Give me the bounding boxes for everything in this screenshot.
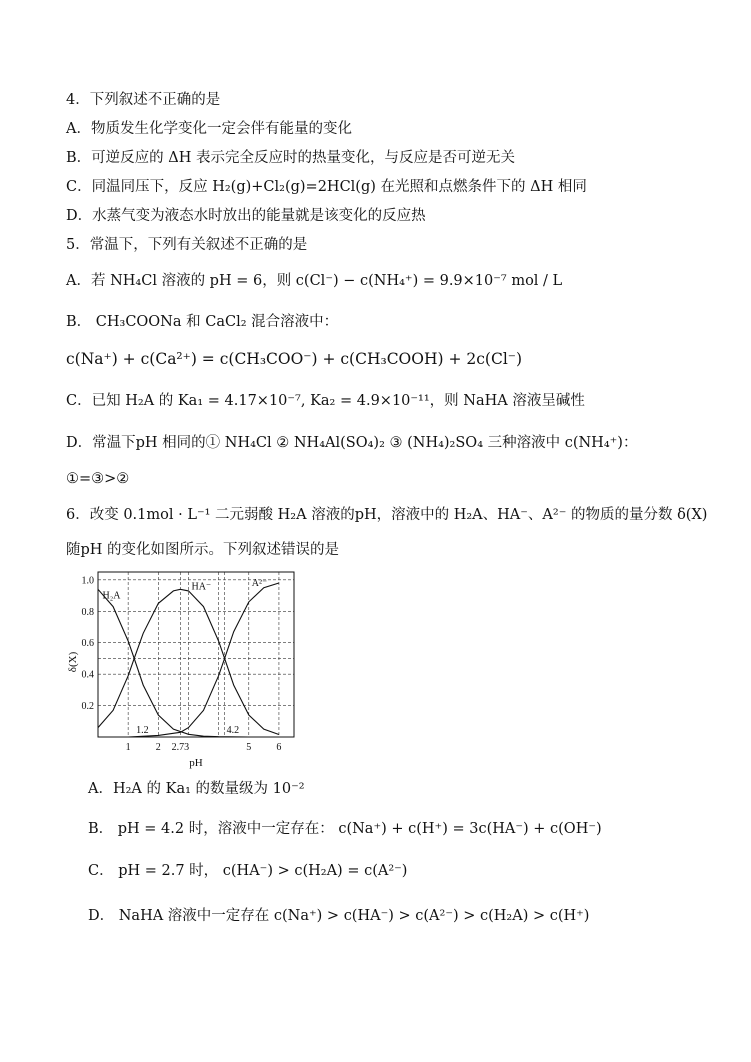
x-axis-label: pH: [189, 757, 203, 769]
y-tick-labels: [82, 575, 95, 712]
annotation-label: 1.2: [136, 725, 149, 736]
q4-stem: 4．下列叙述不正确的是: [66, 92, 221, 108]
y-tick-label: 1.0: [81, 575, 94, 587]
y-tick-label: 0.2: [81, 701, 94, 713]
q5-option-c: C．已知 H₂A 的 Ka₁ = 4.17×10⁻⁷, Ka₂ = 4.9×10⁻¹¹，则 NaHA 溶液呈碱性: [66, 393, 585, 409]
q6-option-c: C． pH = 2.7 时， c(HA⁻) > c(H₂A) = c(A²⁻): [88, 863, 408, 879]
q4-option-d: D．水蒸气变为液态水时放出的能量就是该变化的反应热: [66, 208, 426, 224]
series-label: A²⁻: [251, 578, 268, 590]
q6-option-a: A．H₂A 的 Ka₁ 的数量级为 10⁻²: [88, 781, 305, 797]
x-tick-label: 6: [276, 742, 282, 753]
q6-option-b: B． pH = 4.2 时，溶液中一定存在： c(Na⁺) + c(H⁺) = 3c(HA⁻) + c(OH⁻): [88, 821, 602, 837]
series-label: H₂A: [102, 590, 121, 602]
distribution-chart: [66, 570, 316, 770]
chart-grid: [98, 572, 294, 737]
q6-stem: 6．改变 0.1mol · L⁻¹ 二元弱酸 H₂A 溶液的pH，溶液中的 H₂A、HA⁻、A²⁻ 的物质的量分数 δ(X): [66, 507, 708, 523]
x-tick-label: 5: [246, 742, 252, 753]
q5-option-a: A．若 NH₄Cl 溶液的 pH = 6，则 c(Cl⁻) − c(NH₄⁺) = 9.9×10⁻⁷ mol / L: [66, 273, 563, 289]
y-axis-label: δ(X): [67, 651, 79, 673]
q6-option-d: D． NaHA 溶液中一定存在 c(Na⁺) > c(HA⁻) > c(A²⁻) > c(H₂A) > c(H⁺): [88, 908, 590, 924]
y-tick-label: 0.6: [81, 638, 94, 650]
q5-option-b-equation: c(Na⁺) + c(Ca²⁺) = c(CH₃COO⁻) + c(CH₃COOH) + 2c(Cl⁻): [66, 350, 523, 368]
x-tick-label: 1: [125, 742, 131, 753]
x-tick-labels: [126, 742, 282, 753]
q5-stem: 5．常温下，下列有关叙述不正确的是: [66, 237, 308, 253]
q4-option-a: A．物质发生化学变化一定会伴有能量的变化: [66, 121, 352, 137]
x-tick-label: 2.73: [171, 742, 190, 753]
y-tick-label: 0.8: [81, 606, 94, 618]
q5-option-b: B． CH₃COONa 和 CaCl₂ 混合溶液中：: [66, 314, 339, 330]
q4-option-b: B．可逆反应的 ΔH 表示完全反应时的热量变化，与反应是否可逆无关: [66, 150, 515, 166]
series-label: HA⁻: [191, 581, 212, 593]
q6-stem-2: 随pH 的变化如图所示。下列叙述错误的是: [66, 542, 340, 558]
q5-option-d-cont: ①=③>②: [66, 471, 130, 487]
plot-frame: [98, 572, 294, 737]
x-tick-label: 2: [155, 742, 161, 753]
y-tick-label: 0.4: [81, 669, 94, 681]
q4-option-c: C．同温同压下，反应 H₂(g)+Cl₂(g)=2HCl(g) 在光照和点燃条件下的 ΔH 相同: [66, 179, 587, 195]
annotation-label: 4.2: [226, 725, 240, 736]
q5-option-d: D．常温下pH 相同的① NH₄Cl ② NH₄Al(SO₄)₂ ③ (NH₄)₂SO₄ 三种溶液中 c(NH₄⁺)：: [66, 435, 638, 451]
